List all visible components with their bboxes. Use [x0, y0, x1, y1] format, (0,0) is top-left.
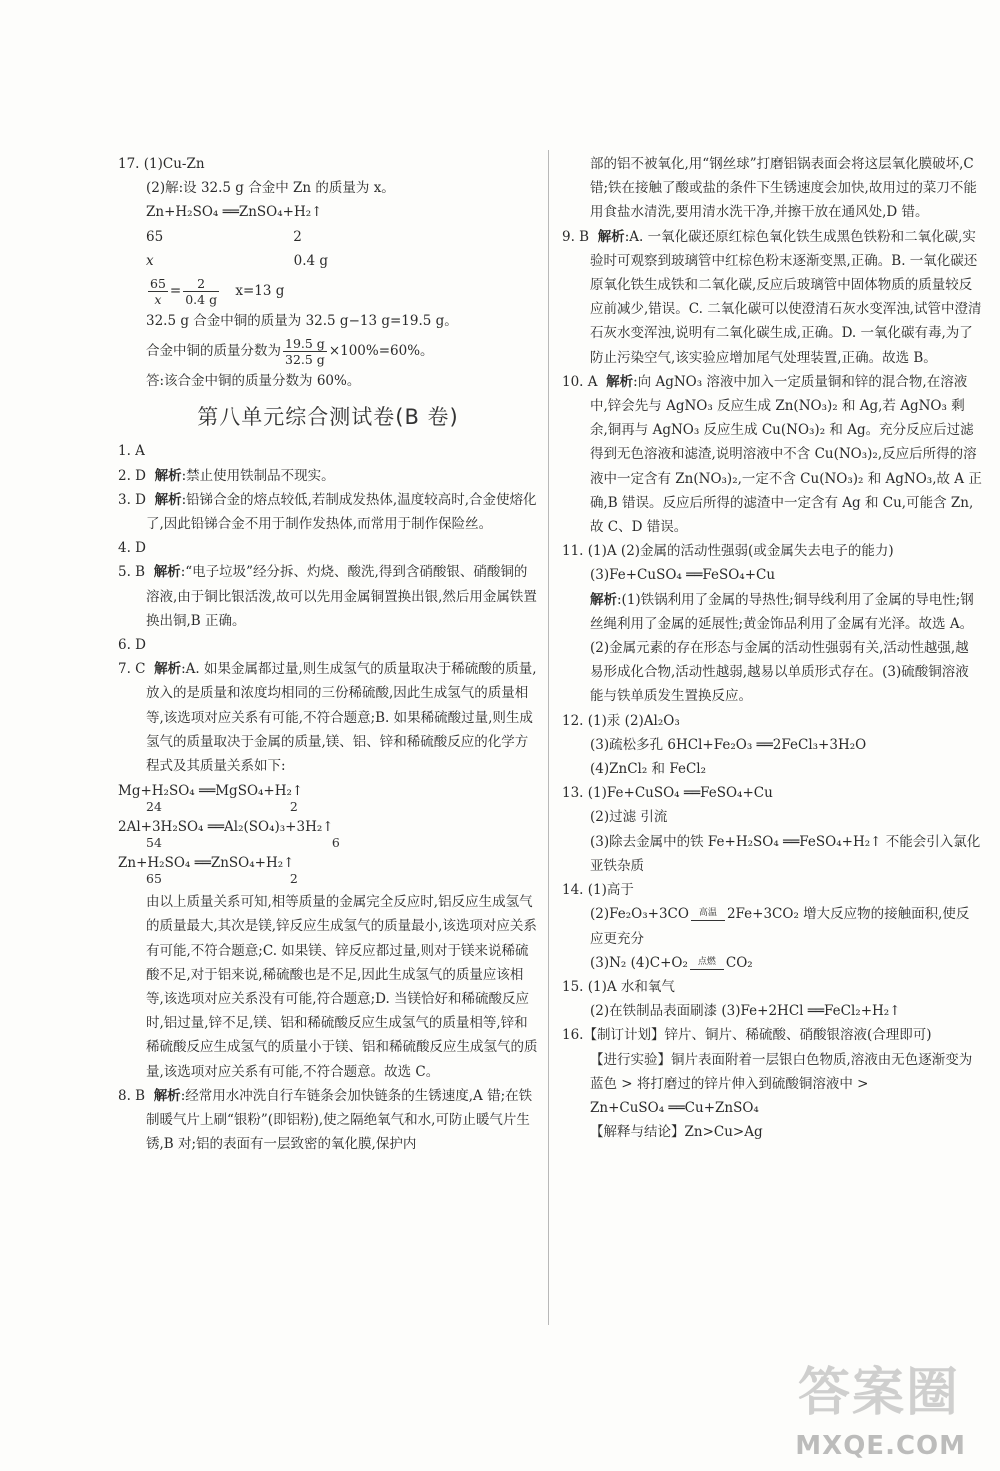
answer-12-line1: 12. (1)汞 (2)Al₂O₃ [562, 712, 680, 729]
answer-11-analysis: 解析:(1)铁锅利用了金属的导热性;铜导线利用了金属的导电性;钢丝绳利用了金属的延展性;黄金饰品利用了金属有光泽。故选 A。(2)金属元素的存在形态与金属的活动性强弱有关,活动性越强,越易形成化合物,活动性越弱,越易以单质形式存在。(3)硫酸铜溶液能与铁单质发生置换反应。 [590, 591, 974, 705]
answer-11-line1: 11. (1)A (2)金属的活动性强弱(或金属失去电子的能力) [562, 543, 894, 560]
answer-1: 1. A [118, 443, 145, 460]
left-column [118, 152, 538, 1157]
answer-7-cont: 由以上质量关系可知,相等质量的金属完全反应时,铝反应生成氢气的质量最大,其次是镁,锌反应生成氢气的质量最小,该选项对应关系有可能,不符合题意;C. 如果镁、锌反应都过量,则对于镁来说稀硫酸不足,对于铝来说,稀硫酸也是不足,因此生成氢气的质量应该相等,该选项对应关系没有可能,符合题意;D. 当镁恰好和稀硫酸反应时,铝过量,锌不足,镁、铝和稀硫酸反应生成氢气的质量相等,锌和稀硫酸反应生成氢气的质量小于镁、铝和稀硫酸反应生成氢气的质量,该选项对应关系有可能,不符合题意。故选 C。 [146, 894, 538, 1080]
answer-16-line4: 【解释与结论】Zn>Cu>Ag [590, 1124, 763, 1141]
reaction-condition: 点燃 [690, 957, 724, 970]
answer-16-line3: Zn+CuSO₄ ══Cu+ZnSO₄ [590, 1099, 759, 1116]
fraction: $\frac{19.5 g}{32.5 g}$ [285, 336, 325, 368]
answer-13-line1: 13. (1)Fe+CuSO₄ ══FeSO₄+Cu [562, 785, 773, 802]
answer-4: 4. D [118, 540, 146, 557]
fraction: $\frac{65}{x}$ [150, 276, 166, 308]
answer-3: 3. D 解析:铅锑合金的熔点较低,若制成发热体,温度较高时,合金使熔化了,因此铅锑合金不用于制作发热体,而常用于制作保险丝。 [118, 491, 537, 533]
answer-12-line2: (3)疏松多孔 6HCl+Fe₂O₃ ══2FeCl₃+3H₂O [590, 736, 867, 753]
answer-11-line2: (3)Fe+CuSO₄ ══FeSO₄+Cu [590, 567, 776, 584]
answer-14-line1: 14. (1)高于 [562, 882, 634, 899]
column-divider [548, 150, 549, 1325]
watermark-url: MXQE.COM [795, 1431, 966, 1461]
answer-8-cont: 部的铝不被氧化,用“钢丝球”打磨铝锅表面会将这层氧化膜破坏,C 错;铁在接触了酸或盐的条件下生锈速度会加快,故用过的菜刀不能用食盐水清洗,要用清水洗干净,并擦干放在通风处,D 错。 [590, 156, 977, 221]
answer-2: 2. D 解析:禁止使用铁制品不现实。 [118, 467, 335, 484]
eq-zn: Zn+H₂SO₄ ══ZnSO₄+H₂↑ [118, 855, 295, 872]
q17-proportion: $\frac{65}{x}$ = $\frac{2}{0.4 g}$ x=13 g [150, 276, 285, 308]
watermark-logo: 答案圈 [797, 1363, 960, 1423]
answer-9: 9. B 解析:A. 一氧化碳还原红棕色氧化铁生成黑色铁粉和二氧化碳,实验时可观察到玻璃管中红棕色粉末逐渐变黑,正确。B. 一氧化碳还原氧化铁生成铁和二氧化碳,反应后玻璃管中固体物质的质量较反应前减少,错误。C. 二氧化碳可以使澄清石灰水变浑浊,试管中澄清石灰水变浑浊,说明有二氧化碳生成,正确。D. 一氧化碳有毒,为了防止污染空气,该实验应增加尾气处理装置,正确。故选 B。 [562, 228, 982, 366]
eq-al: 2Al+3H₂SO₄ ══Al₂(SO₄)₃+3H₂↑ [118, 819, 334, 836]
reaction-condition: 高温 [691, 908, 725, 921]
answer-12-line3: (4)ZnCl₂ 和 FeCl₂ [590, 761, 707, 778]
answer-8: 8. B 解析:经常用水冲洗自行车链条会加快链条的生锈速度,A 错;在铁制暖气片上刷“银粉”(即铝粉),使之隔绝氧气和水,可防止暖气片生锈,B 对;铝的表面有一层致密的氧化膜,保护内 [118, 1087, 533, 1153]
answer-13-line2: (2)过滤 引流 [590, 809, 668, 826]
answer-14-line3: (3)N₂ (4)C+O₂ 点燃 CO₂ [590, 954, 753, 971]
eq-zn-mass: 65 2 [146, 871, 298, 887]
right-column [562, 152, 982, 1144]
answer-10: 10. A 解析:向 AgNO₃ 溶液中加入一定质量铜和锌的混合物,在溶液中,锌会先与 AgNO₃ 反应生成 Zn(NO₃)₂ 和 Ag,若 AgNO₃ 剩余,铜再与 AgNO₃ 反应生成 Cu(NO₃)₂ 和 Ag。充分反应后过滤得到无色溶液和滤渣,说明溶液中不含 Cu(NO₃)₂,反应后所得的溶液中一定含有 Zn(NO₃)₂,一定不含 Cu(NO₃)₂ 和 AgNO₃,故 A 正确,B 错误。反应后所得的滤渣中一定含有 Ag 和 Cu,可能含 Zn,故 C、D 错误。 [562, 373, 982, 536]
q17-line2: (2)解:设 32.5 g 合金中 Zn 的质量为 x。 [146, 180, 395, 197]
q17-answer: 答:该合金中铜的质量分数为 60%。 [146, 373, 361, 390]
q17-mass-row1: 65 2 [146, 228, 302, 245]
eq-mg-mass: 24 2 [146, 799, 298, 815]
answer-14-line2: (2)Fe₂O₃+3CO 高温 2Fe+3CO₂ 增大反应物的接触面积,使反应更充分 [590, 906, 970, 947]
q17-copper-mass: 32.5 g 合金中铜的质量为 32.5 g−13 g=19.5 g。 [146, 313, 458, 330]
answer-13-line3: (3)除去金属中的铁 Fe+H₂SO₄ ══FeSO₄+H₂↑ 不能会引入氯化亚铁杂质 [590, 833, 981, 874]
answer-15-line1: 15. (1)A 水和氧气 [562, 978, 675, 995]
eq-al-mass: 54 6 [146, 835, 340, 851]
section-title: 第八单元综合测试卷(B 卷) [197, 405, 459, 430]
answer-6: 6. D [118, 637, 146, 654]
q17-percentage: 合金中铜的质量分数为 $\frac{19.5 g}{32.5 g}$ ×100%=60%。 [146, 336, 434, 368]
fraction: $\frac{2}{0.4 g}$ [185, 276, 218, 308]
q17-mass-row2: x 0.4 g [146, 252, 329, 269]
q17-line1: 17. (1)Cu-Zn [118, 156, 205, 172]
answer-16-line2: 【进行实验】铜片表面附着一层银白色物质,溶液由无色逐渐变为蓝色 > 将打磨过的锌片伸入到硫酸铜溶液中 > [590, 1051, 973, 1092]
answer-16-line1: 16.【制订计划】锌片、铜片、稀硫酸、硝酸银溶液(合理即可) [562, 1027, 932, 1044]
answer-5: 5. B 解析:“电子垃圾”经分拆、灼烧、酸洗,得到含硝酸银、硝酸铜的溶液,由于铜比银活泼,故可以先用金属铜置换出银,然后用金属铁置换出铜,B 正确。 [118, 564, 537, 629]
eq-mg: Mg+H₂SO₄ ══MgSO₄+H₂↑ [118, 783, 304, 800]
answer-7: 7. C 解析:A. 如果金属都过量,则生成氢气的质量取决于稀硫酸的质量,放入的是质量和浓度均相同的三份稀硫酸,因此生成氢气的质量相等,该选项对应关系有可能,不符合题意;B. 如果稀硫酸过量,则生成氢气的质量取决于金属的质量,镁、铝、锌和稀硫酸反应的化学方程式及其质量关系如下: [118, 661, 537, 775]
answer-15-line2: (2)在铁制品表面刷漆 (3)Fe+2HCl ══FeCl₂+H₂↑ [590, 1003, 901, 1020]
q17-equation: Zn+H₂SO₄ ══ZnSO₄+H₂↑ [146, 204, 323, 221]
